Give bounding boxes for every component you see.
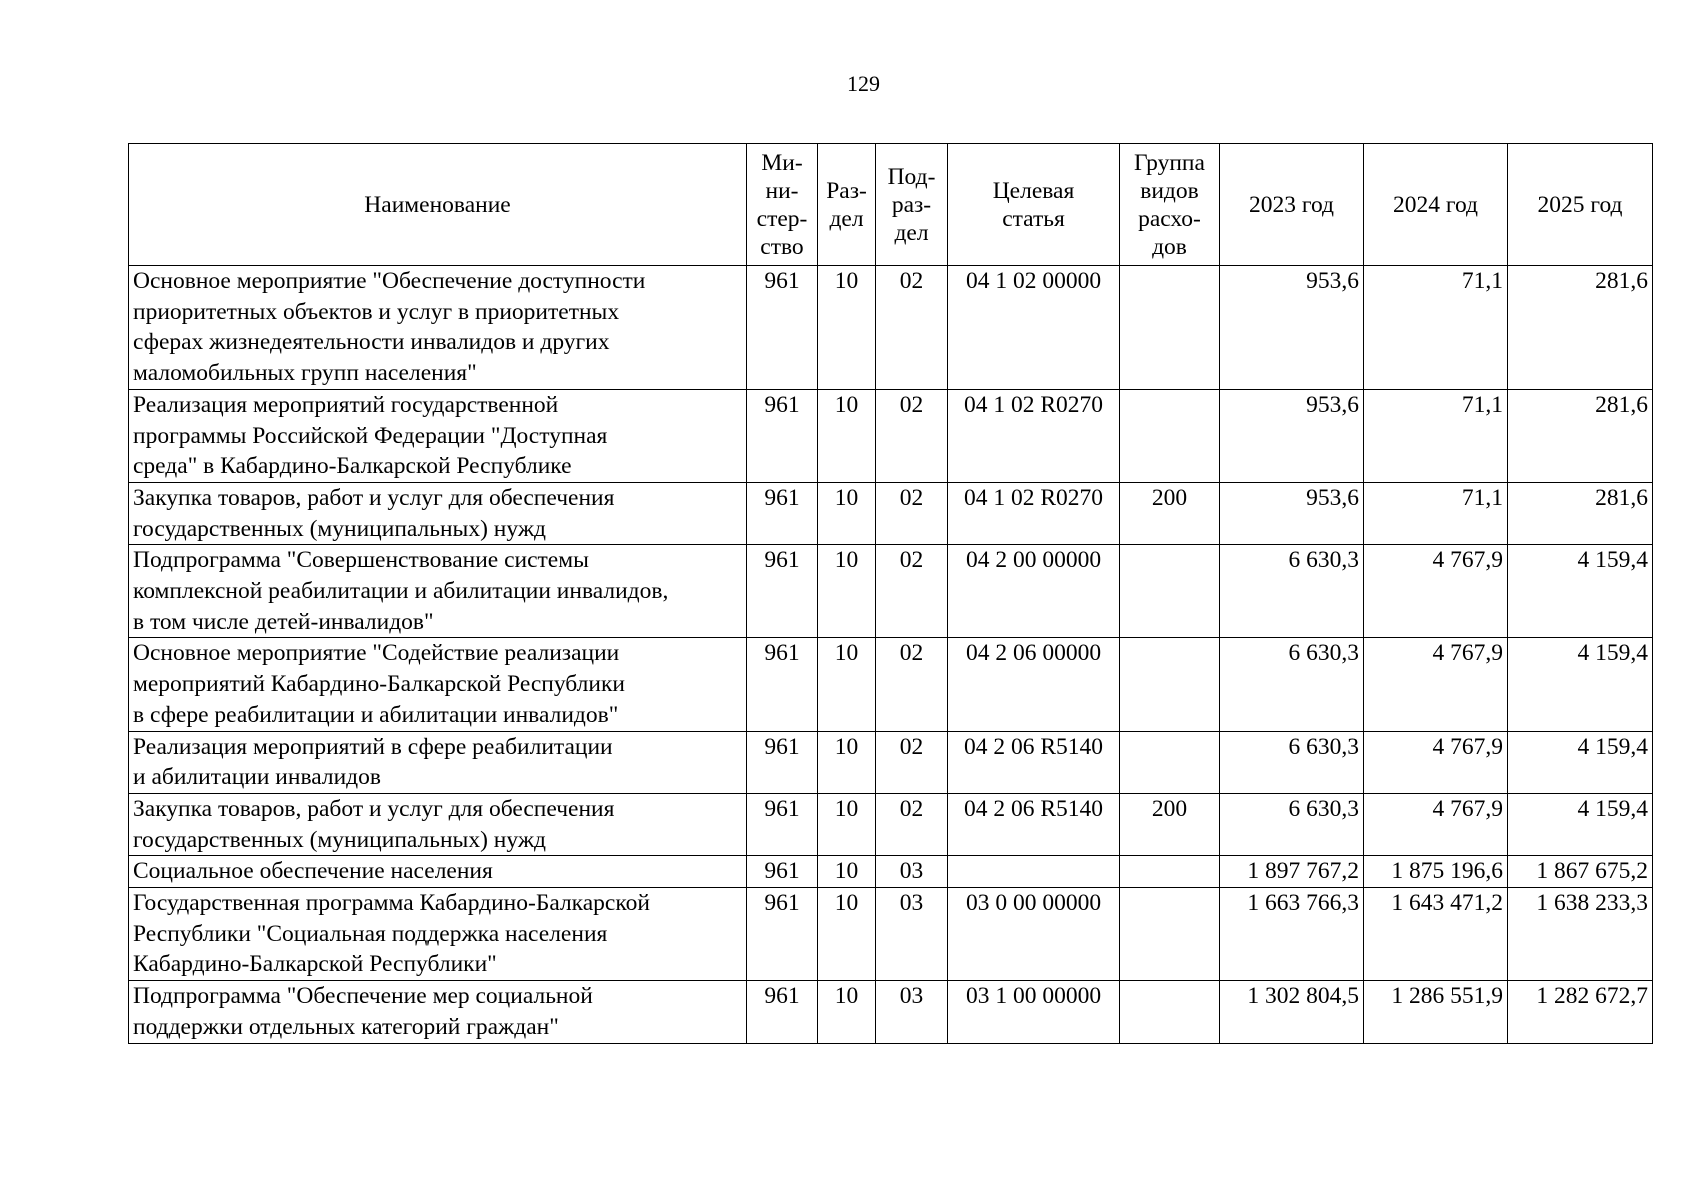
header-name: Наименование [129,144,747,266]
cell-expense-group [1120,545,1220,638]
cell-section: 10 [818,856,876,888]
cell-section: 10 [818,638,876,731]
cell-target: 03 0 00 00000 [948,888,1120,981]
cell-section: 10 [818,888,876,981]
header-subsection-line: раз- [891,191,932,218]
cell-2025: 1 867 675,2 [1508,856,1653,888]
table-row [129,856,1653,888]
header-target-line: статья [1002,205,1065,232]
cell-name-line: маломобильных групп населения" [133,360,477,387]
budget-table [128,143,1653,1044]
cell-2023: 6 630,3 [1220,638,1364,731]
cell-name-line: приоритетных объектов и услуг в приоритетных [133,298,620,325]
header-ministry-line: ство [760,233,804,260]
cell-target: 04 2 06 R5140 [948,793,1120,855]
cell-ministry: 961 [747,981,818,1043]
header-expense-group-line: Группа [1134,149,1205,176]
cell-subsection: 02 [876,266,948,390]
header-ministry-line: ни- [765,177,799,204]
cell-2025: 281,6 [1508,389,1653,482]
cell-section: 10 [818,793,876,855]
table-row [129,266,1653,390]
cell-expense-group [1120,888,1220,981]
cell-section: 10 [818,545,876,638]
cell-name-line: сферах жизнедеятельности инвалидов и других [133,329,610,356]
cell-name-line: Государственная программа Кабардино-Балкарской [133,890,650,917]
header-2023: 2023 год [1220,144,1364,266]
cell-name-line: в том числе детей-инвалидов" [133,608,434,635]
cell-expense-group [1120,638,1220,731]
cell-2023: 6 630,3 [1220,731,1364,793]
cell-2024: 71,1 [1364,266,1508,390]
cell-ministry: 961 [747,389,818,482]
cell-target [948,856,1120,888]
cell-expense-group: 200 [1120,793,1220,855]
table-body [129,266,1653,1044]
cell-name-line: и абилитации инвалидов [133,764,381,791]
header-ministry-line: стер- [756,205,808,232]
cell-2023: 953,6 [1220,482,1364,544]
cell-2023: 6 630,3 [1220,545,1364,638]
cell-name-line: Кабардино-Балкарской Республики" [133,951,497,978]
header-target [948,144,1120,266]
cell-expense-group [1120,389,1220,482]
cell-ministry: 961 [747,856,818,888]
cell-2023: 953,6 [1220,266,1364,390]
cell-2023: 1 897 767,2 [1220,856,1364,888]
cell-2024: 71,1 [1364,482,1508,544]
cell-name [129,731,747,793]
header-expense-group-line: видов [1140,177,1199,204]
cell-expense-group [1120,981,1220,1043]
cell-ministry: 961 [747,266,818,390]
cell-name [129,266,747,390]
cell-2024: 4 767,9 [1364,731,1508,793]
cell-subsection: 03 [876,888,948,981]
table-row [129,389,1653,482]
cell-name [129,888,747,981]
cell-section: 10 [818,482,876,544]
cell-name-line: Подпрограмма "Совершенствование системы [133,547,589,574]
cell-name [129,545,747,638]
header-subsection-line: дел [894,219,929,246]
table-row [129,888,1653,981]
cell-expense-group [1120,266,1220,390]
cell-ministry: 961 [747,793,818,855]
header-ministry [747,144,818,266]
cell-name-line: комплексной реабилитации и абилитации инвалидов, [133,578,669,605]
cell-name-line: государственных (муниципальных) нужд [133,515,547,542]
header-section-line: дел [829,205,864,232]
cell-subsection: 02 [876,482,948,544]
cell-subsection: 03 [876,981,948,1043]
cell-target: 04 2 00 00000 [948,545,1120,638]
cell-2023: 1 663 766,3 [1220,888,1364,981]
cell-name [129,981,747,1043]
header-2025: 2025 год [1508,144,1653,266]
cell-ministry: 961 [747,638,818,731]
cell-name-line: Основное мероприятие "Содействие реализации [133,640,620,667]
cell-ministry: 961 [747,888,818,981]
cell-name [129,482,747,544]
cell-ministry: 961 [747,731,818,793]
cell-2024: 4 767,9 [1364,793,1508,855]
cell-name-line: Реализация мероприятий государственной [133,391,559,418]
cell-name [129,389,747,482]
cell-name-line: Закупка товаров, работ и услуг для обеспечения [133,795,615,822]
cell-target: 04 2 06 00000 [948,638,1120,731]
cell-target: 04 1 02 R0270 [948,482,1120,544]
cell-expense-group [1120,731,1220,793]
cell-target: 04 2 06 R5140 [948,731,1120,793]
cell-target: 04 1 02 R0270 [948,389,1120,482]
table-row [129,981,1653,1043]
header-subsection [876,144,948,266]
cell-ministry: 961 [747,482,818,544]
cell-subsection: 02 [876,545,948,638]
cell-2023: 953,6 [1220,389,1364,482]
table-row [129,482,1653,544]
cell-section: 10 [818,731,876,793]
cell-name-line: программы Российской Федерации "Доступная [133,422,608,449]
cell-expense-group [1120,856,1220,888]
cell-2025: 281,6 [1508,482,1653,544]
cell-2024: 71,1 [1364,389,1508,482]
cell-section: 10 [818,266,876,390]
cell-2025: 1 638 233,3 [1508,888,1653,981]
cell-name-line: государственных (муниципальных) нужд [133,826,547,853]
header-section [818,144,876,266]
cell-2025: 4 159,4 [1508,731,1653,793]
table-row [129,731,1653,793]
cell-2024: 1 875 196,6 [1364,856,1508,888]
header-row [129,144,1653,266]
page-number: 129 [847,71,880,96]
cell-name [129,638,747,731]
header-2024: 2024 год [1364,144,1508,266]
cell-2025: 4 159,4 [1508,793,1653,855]
header-ministry-line: Ми- [761,149,803,176]
cell-name-line: в сфере реабилитации и абилитации инвалидов" [133,701,619,728]
cell-2025: 1 282 672,7 [1508,981,1653,1043]
cell-name-line: Социальное обеспечение населения [133,858,493,885]
cell-2025: 4 159,4 [1508,545,1653,638]
table-row [129,793,1653,855]
cell-section: 10 [818,981,876,1043]
cell-2023: 1 302 804,5 [1220,981,1364,1043]
cell-subsection: 02 [876,389,948,482]
cell-name-line: Реализация мероприятий в сфере реабилитации [133,733,613,760]
cell-name [129,793,747,855]
cell-name-line: Подпрограмма "Обеспечение мер социальной [133,983,593,1010]
header-expense-group-line: дов [1152,233,1187,260]
table-row [129,545,1653,638]
cell-name-line: среда" в Кабардино-Балкарской Республике [133,453,572,480]
table-row [129,638,1653,731]
cell-name [129,856,747,888]
cell-2024: 1 643 471,2 [1364,888,1508,981]
cell-2023: 6 630,3 [1220,793,1364,855]
cell-2025: 281,6 [1508,266,1653,390]
header-expense-group [1120,144,1220,266]
header-target-line: Целевая [992,177,1075,204]
cell-subsection: 02 [876,793,948,855]
header-subsection-line: Под- [887,163,936,190]
cell-ministry: 961 [747,545,818,638]
cell-target: 04 1 02 00000 [948,266,1120,390]
cell-subsection: 02 [876,638,948,731]
cell-2024: 4 767,9 [1364,638,1508,731]
cell-2024: 1 286 551,9 [1364,981,1508,1043]
cell-name-line: поддержки отдельных категорий граждан" [133,1013,559,1040]
cell-name-line: Основное мероприятие "Обеспечение доступности [133,268,646,294]
cell-name-line: мероприятий Кабардино-Балкарской Республики [133,671,625,698]
cell-name-line: Республики "Социальная поддержка населения [133,920,608,947]
header-section-line: Раз- [826,177,867,204]
cell-2025: 4 159,4 [1508,638,1653,731]
cell-name-line: Закупка товаров, работ и услуг для обеспечения [133,484,615,511]
cell-section: 10 [818,389,876,482]
cell-target: 03 1 00 00000 [948,981,1120,1043]
cell-expense-group: 200 [1120,482,1220,544]
cell-2024: 4 767,9 [1364,545,1508,638]
cell-subsection: 03 [876,856,948,888]
header-expense-group-line: расхо- [1138,205,1201,232]
cell-subsection: 02 [876,731,948,793]
